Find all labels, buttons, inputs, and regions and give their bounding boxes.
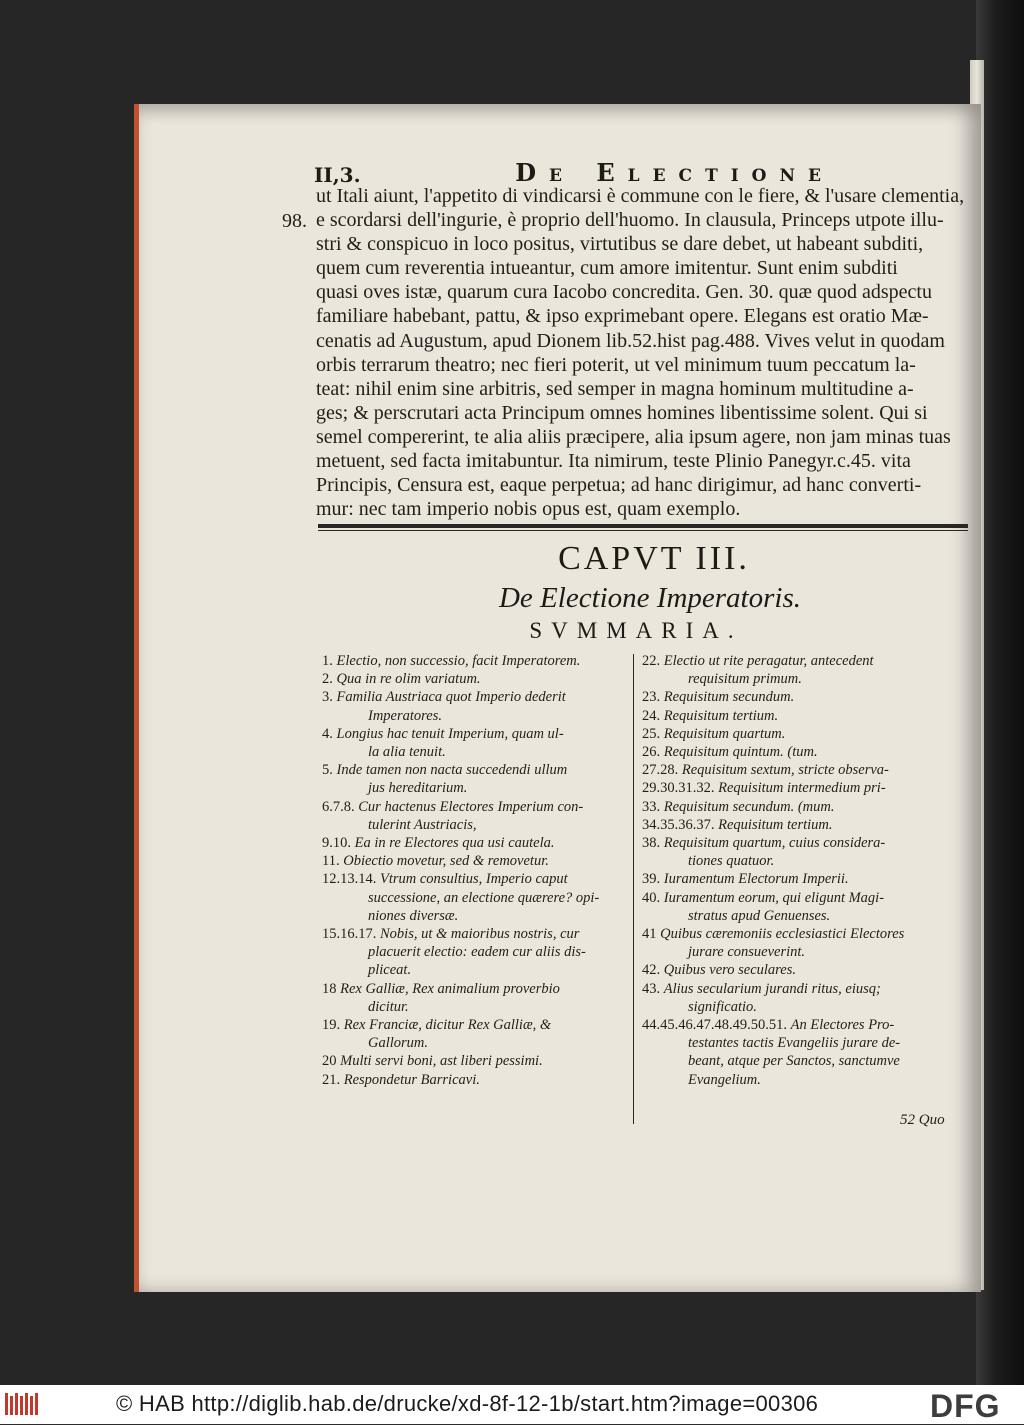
entry-number: 18 [322, 980, 341, 997]
entry-number: 26. [642, 744, 664, 761]
entry-number: 23. [642, 689, 664, 706]
entry-continuation: jurare consueverint. [688, 944, 806, 961]
column-divider [633, 654, 634, 1124]
entry-continuation: beant, atque per Sanctos, sanctumve [688, 1053, 900, 1070]
entry-number: 11. [322, 853, 344, 870]
body-paragraph [316, 184, 966, 521]
entry-continuation: tiones quatuor. [688, 853, 775, 870]
body-line: quasi oves istæ, quarum cura Iacobo concredita. Gen. 30. quæ quod adspectu [316, 281, 932, 304]
entry-number: 33. [642, 798, 664, 815]
body-line: familiare habebant, pattu, & ipso exprimebant opere. Elegans est oratio Mæ- [316, 305, 929, 328]
entry-text: Requisitum quintum. (tum. [663, 744, 818, 761]
entry-continuation: testantes tactis Evangeliis jurare de- [688, 1035, 901, 1052]
body-line: teat: nihil enim sine arbitris, sed semper in magna hominum multitudine a- [316, 377, 914, 400]
summaria-entry [322, 925, 627, 980]
running-title: De Electione [515, 158, 834, 187]
entry-text: Longius hac tenuit Imperium, quam ul- [336, 725, 564, 742]
summaria-entry [322, 852, 627, 870]
entry-number: 4. [322, 725, 337, 742]
body-line: orbis terrarum theatro; nec fieri poterit, ut vel minimum tuum peccatum la- [316, 353, 916, 376]
entry-number: 19. [322, 1017, 344, 1034]
entry-continuation: Evangelium. [688, 1071, 761, 1088]
entry-continuation: successione, an electione quærere? opi- [368, 889, 600, 906]
entry-text: Respondetur Barricavi. [343, 1071, 480, 1088]
entry-number: 15.16.17. [322, 926, 380, 943]
entry-number: 44.45.46.47.48.49.50.51. [642, 1017, 791, 1034]
dfg-logo: DFG [930, 1388, 1001, 1424]
section-rule-thin [318, 530, 968, 531]
entry-text: Nobis, ut & maioribus nostris, cur [380, 926, 580, 943]
entry-continuation: jus hereditarium. [368, 780, 468, 797]
entry-number: 9.10. [322, 835, 355, 852]
folio-number: II,3. [314, 163, 361, 187]
entry-text: Alius secularium jurandi ritus, eiusq; [663, 980, 881, 997]
summaria-entry [642, 652, 960, 688]
entry-text: Requisitum secundum. (mum. [663, 798, 835, 815]
entry-number: 20 [322, 1053, 341, 1070]
entry-text: Requisitum intermedium pri- [718, 780, 886, 797]
summaria-entry [642, 1016, 960, 1089]
entry-continuation: requisitum primum. [688, 671, 802, 688]
summaria-entry [322, 798, 627, 834]
summaria-entry [322, 980, 627, 1016]
entry-number: 24. [642, 707, 664, 724]
entry-text: Requisitum tertium. [718, 816, 833, 833]
chapter-heading: CAPVT III. [558, 540, 750, 577]
viewer-footer [0, 1385, 1024, 1424]
summaria-entry [322, 652, 627, 670]
entry-number: 42. [642, 962, 664, 979]
entry-number: 3. [322, 689, 337, 706]
entry-text: Requisitum quartum, cuius considera- [663, 835, 886, 852]
entry-number: 22. [642, 653, 664, 669]
summaria-entry [642, 761, 960, 779]
body-line: Principis, Censura est, eaque perpetua; ad hanc dirigimur, ad hanc converti- [316, 474, 922, 497]
entry-number: 2. [322, 671, 337, 688]
entry-text: Requisitum quartum. [663, 725, 786, 742]
summaria-entry [322, 670, 627, 688]
entry-text: Electio, non successio, facit Imperatorem. [336, 653, 581, 669]
entry-number: 43. [642, 980, 664, 997]
entry-text: Ea in re Electores qua usi cautela. [354, 835, 555, 852]
summaria-entry [642, 870, 960, 888]
entry-continuation: niones diversæ. [368, 907, 459, 924]
summaria-entry [322, 725, 627, 761]
summaria-entry [322, 870, 627, 925]
entry-text: Rex Franciæ, dicitur Rex Galliæ, & [343, 1017, 552, 1034]
entry-continuation: significatio. [688, 998, 757, 1015]
summaria-entry [642, 779, 960, 797]
entry-text: Quibus cæremoniis ecclesiastici Electores [660, 926, 905, 943]
chapter-title: De Electione Imperatoris. [498, 582, 801, 614]
entry-text: Obiectio movetur, sed & removetur. [343, 853, 549, 870]
section-rule [318, 524, 968, 528]
summaria-left-column [322, 652, 627, 1089]
entry-number: 39. [642, 871, 664, 888]
entry-number: 5. [322, 762, 337, 779]
entry-continuation: pliceat. [368, 962, 412, 979]
summaria-heading: SVMMARIA. [529, 618, 743, 643]
body-line: cenatis ad Augustum, apud Dionem lib.52.hist pag.488. Vives velut in quodam [316, 329, 945, 352]
entry-text: An Electores Pro- [790, 1017, 895, 1034]
entry-text: Inde tamen non nacta succedendi ullum [336, 762, 568, 779]
entry-continuation: tulerint Austriacis, [368, 816, 477, 833]
entry-text: Qua in re olim variatum. [336, 671, 481, 688]
entry-number: 1. [322, 653, 337, 669]
entry-text: Multi servi boni, ast liberi pessimi. [340, 1053, 543, 1070]
entry-number: 12.13.14. [322, 871, 380, 888]
summaria-entry [642, 889, 960, 925]
summaria-entry [322, 1016, 627, 1052]
entry-number: 27.28. [642, 762, 682, 779]
body-line: ges; & perscrutari acta Principum omnes homines libentissime solent. Qui si [316, 401, 928, 424]
summaria-entry [322, 761, 627, 797]
entry-continuation: Imperatores. [368, 707, 442, 724]
summaria-entry [642, 834, 960, 870]
entry-continuation: la alia tenuit. [368, 744, 446, 761]
body-line: quem cum reverentia intueantur, cum amore imitentur. Sunt enim subditi [316, 257, 898, 280]
entry-text: Iuramentum Electorum Imperii. [663, 871, 849, 888]
body-line: e scordarsi dell'ingurie, è proprio dell'huomo. In clausula, Princeps utpote illu- [316, 209, 944, 232]
body-line: metuent, sed facta imitabuntur. Ita nimirum, teste Plinio Panegyr.c.45. vita [316, 450, 911, 473]
summaria-entry [642, 980, 960, 1016]
entry-text: Requisitum sextum, stricte observa- [681, 762, 889, 779]
margin-note: 98. [282, 210, 307, 232]
entry-text: Electio ut rite peragatur, antecedent [663, 653, 874, 669]
entry-number: 41 [642, 926, 661, 943]
entry-text: Requisitum secundum. [663, 689, 795, 706]
entry-continuation: placuerit electio: eadem cur aliis dis- [368, 944, 586, 961]
body-line: stri & conspicuo in loco positus, virtutibus se dare debet, ut habeant subditi, [316, 233, 924, 256]
entry-number: 21. [322, 1071, 344, 1088]
entry-text: Vtrum consultius, Imperio caput [380, 871, 568, 888]
copyright-link[interactable]: © HAB http://diglib.hab.de/drucke/xd-8f-12-1b/start.htm?image=00306 [116, 1391, 819, 1416]
catchword: 52 Quo [900, 1112, 945, 1128]
entry-text: Rex Galliæ, Rex animalium proverbio [340, 980, 560, 997]
entry-text: Cur hactenus Electores Imperium con- [358, 798, 584, 815]
entry-number: 40. [642, 889, 664, 906]
entry-text: Quibus vero seculares. [663, 962, 796, 979]
entry-text: Familia Austriaca quot Imperio dederit [336, 689, 566, 706]
entry-text: Requisitum tertium. [663, 707, 779, 724]
body-line: ut Itali aiunt, l'appetito di vindicarsi è commune con le fiere, & l'usare clementia, [316, 185, 965, 207]
summaria-entry [642, 798, 960, 816]
body-line: semel compererint, te alia aliis præcipere, alia ipsum agere, non jam minas tuas [316, 425, 951, 448]
entry-number: 34.35.36.37. [642, 816, 719, 833]
summaria-entry [642, 743, 960, 761]
entry-continuation: dicitur. [368, 998, 409, 1015]
entry-continuation: Gallorum. [368, 1035, 429, 1052]
summaria-entry [642, 816, 960, 834]
summaria-entry [642, 961, 960, 979]
summaria-entry [642, 725, 960, 743]
running-head [314, 157, 834, 187]
summaria-entry [642, 688, 960, 706]
entry-continuation: stratus apud Genuenses. [688, 907, 831, 924]
summaria-entry [642, 707, 960, 725]
entry-number: 25. [642, 725, 664, 742]
summaria-entry [322, 834, 627, 852]
summaria-entry [322, 688, 627, 724]
hab-logo-icon [4, 1391, 40, 1417]
entry-number: 38. [642, 835, 664, 852]
entry-text: Iuramentum eorum, qui eligunt Magi- [663, 889, 885, 906]
body-line: mur: nec tam imperio nobis opus est, quam exemplo. [316, 498, 741, 521]
entry-number: 29.30.31.32. [642, 780, 719, 797]
summaria-entry [322, 1052, 627, 1070]
summaria-right-column [642, 652, 960, 1089]
entry-number: 6.7.8. [322, 798, 359, 815]
summaria-entry [322, 1071, 627, 1089]
summaria-entry [642, 925, 960, 961]
